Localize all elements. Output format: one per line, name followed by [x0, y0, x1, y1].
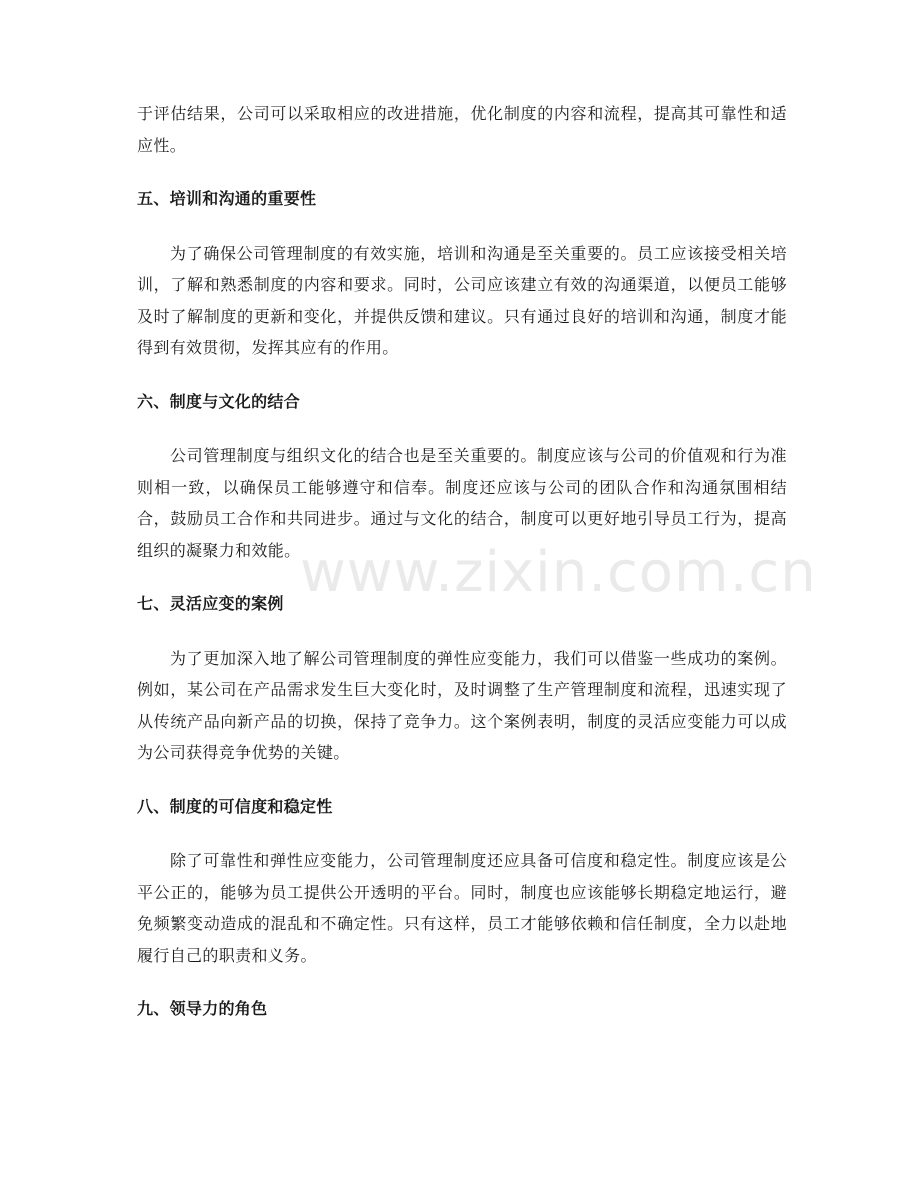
section-heading-6: 六、制度与文化的结合	[137, 391, 301, 411]
section-body-7: 为了更加深入地了解公司管理制度的弹性应变能力，我们可以借鉴一些成功的案例。例如，某公司在产品需求发生巨大变化时，及时调整了生产管理制度和流程，迅速实现了从传统产品向新产品的切换，保持了竞争力。这个案例表明，制度的灵活应变能力可以成为公司获得竞争优势的关键。	[137, 648, 787, 762]
document-body	[137, 98, 787, 1025]
watermark-text: www.zixin.com.cn	[300, 540, 817, 605]
section-body-6: 公司管理制度与组织文化的结合也是至关重要的。制度应该与公司的价值观和行为准则相一致，以确保员工能够遵守和信奉。制度还应该与公司的团队合作和沟通氛围相结合，鼓励员工合作和共同进步。通过与文化的结合，制度可以更好地引导员工行为，提高组织的凝聚力和效能。	[137, 446, 787, 560]
section-heading-5: 五、培训和沟通的重要性	[137, 189, 317, 208]
section-heading-8: 八、制度的可信度和稳定性	[137, 796, 333, 816]
section-body-8: 除了可靠性和弹性应变能力，公司管理制度还应具备可信度和稳定性。制度应该是公平公正的，能够为员工提供公开透明的平台。同时，制度也应该能够长期稳定地运行，避免频繁变动造成的混乱和不确定性。只有这样，员工才能够依赖和信任制度，全力以赴地履行自己的职责和义务。	[137, 851, 787, 965]
section-heading-9: 九、领导力的角色	[137, 999, 268, 1018]
intro-continuation-paragraph: 于评估结果，公司可以采取相应的改进措施，优化制度的内容和流程，提高其可靠性和适应性。	[137, 104, 787, 155]
section-heading-7: 七、灵活应变的案例	[137, 594, 284, 613]
section-body-5: 为了确保公司管理制度的有效实施，培训和沟通是至关重要的。员工应该接受相关培训，了解和熟悉制度的内容和要求。同时，公司应该建立有效的沟通渠道，以便员工能够及时了解制度的更新和变化，并提供反馈和建议。只有通过良好的培训和沟通，制度才能得到有效贯彻，发挥其应有的作用。	[137, 243, 787, 357]
